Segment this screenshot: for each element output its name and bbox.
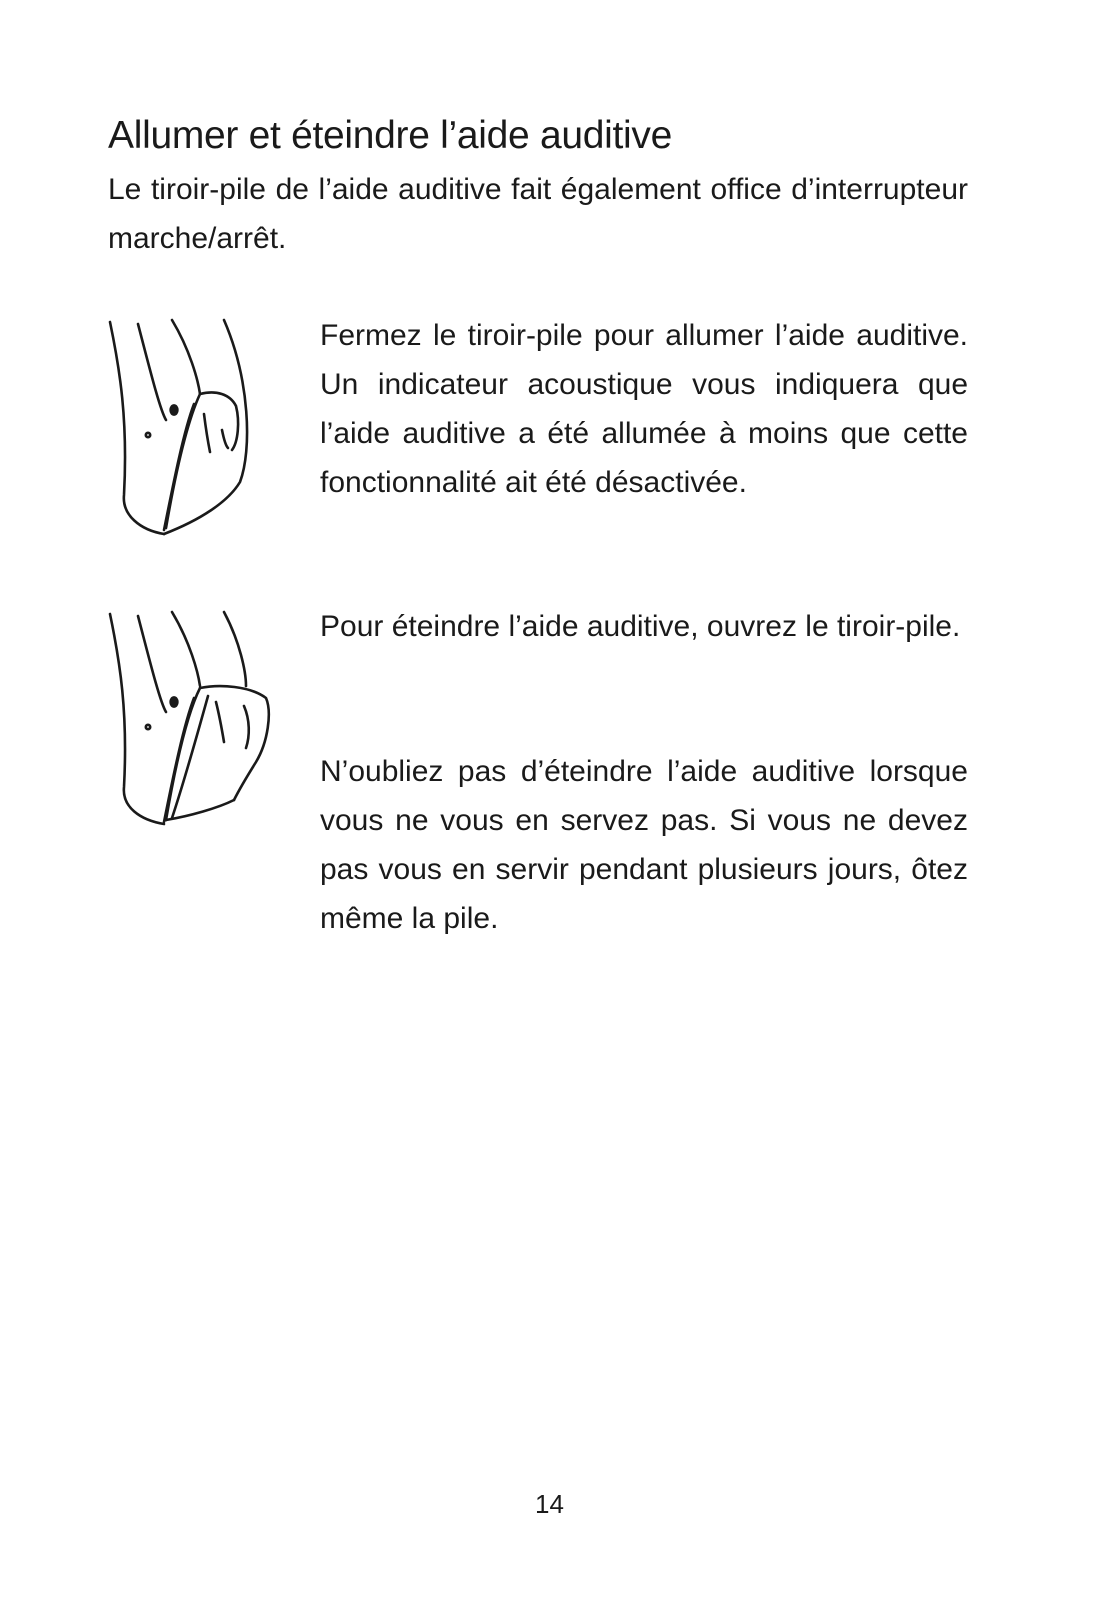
hearing-aid-drawer-open-illustration (100, 602, 290, 832)
turn-on-paragraph: Fermez le tiroir-pile pour allumer l’aide auditive. Un indicateur acoustique vous indiquera que l’aide auditive a été allumée à moins que cette fonctionnalité ait été désactivée. (320, 319, 968, 499)
page-number: 14 (535, 1489, 564, 1519)
page-title: Allumer et éteindre l’aide auditive (108, 114, 672, 157)
turn-off-paragraph: Pour éteindre l’aide auditive, ouvrez le tiroir-pile. (320, 610, 961, 643)
reminder-paragraph: N’oubliez pas d’éteindre l’aide auditive lorsque vous ne vous en servez pas. Si vous ne devez pas vous en servir pendant plusieurs jours, ôtez même la pile. (320, 755, 968, 935)
intro-paragraph: Le tiroir-pile de l’aide auditive fait également office d’interrupteur marche/arrêt. (108, 173, 968, 255)
hearing-aid-drawer-closed-illustration (100, 310, 290, 540)
